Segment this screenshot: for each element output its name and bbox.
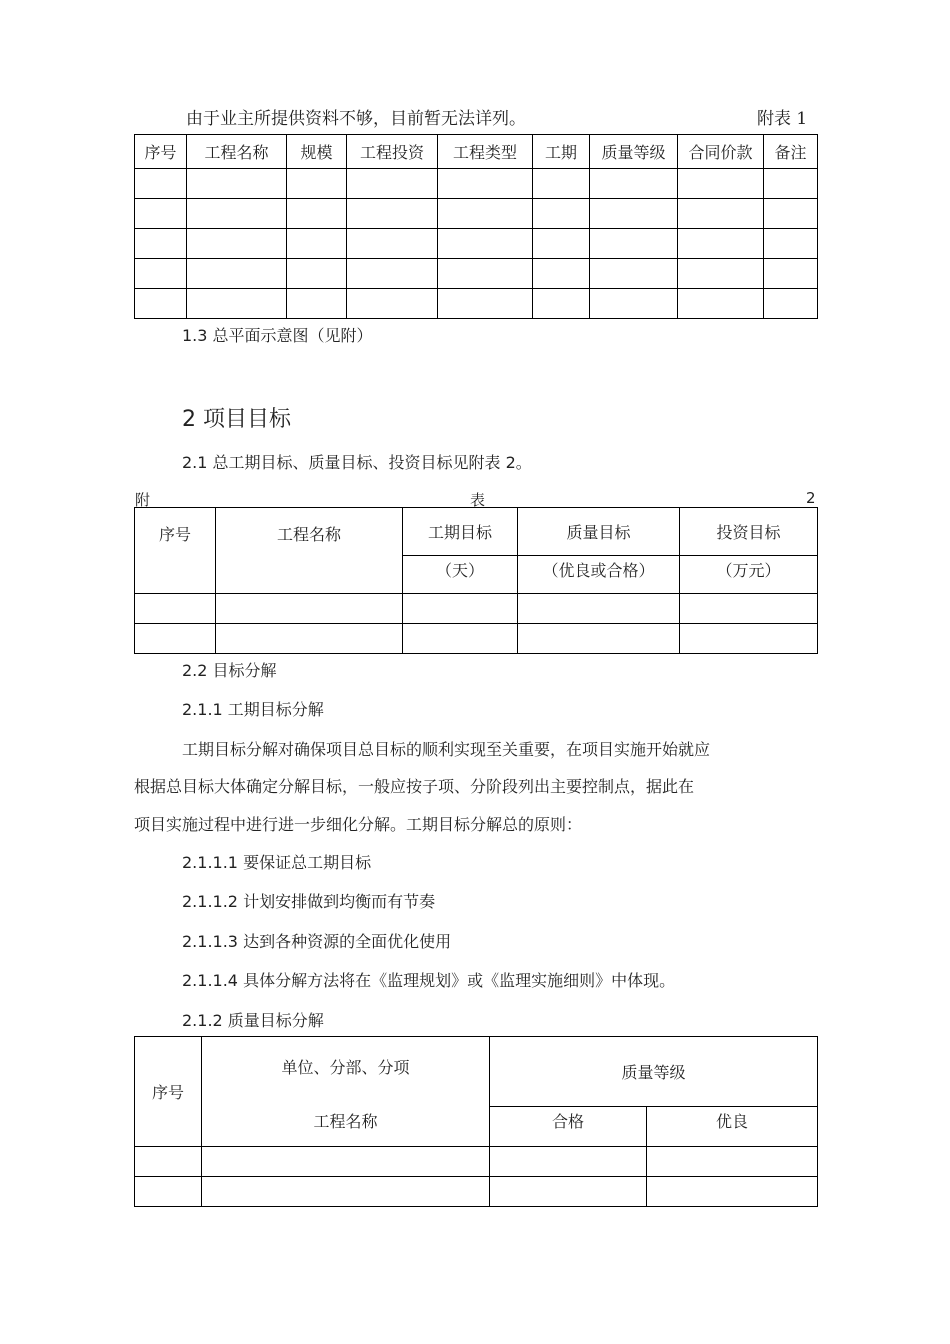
header-cell: 序号 bbox=[135, 135, 187, 169]
appendix-2-num: 2 bbox=[806, 489, 816, 507]
paragraph-line-3: 项目实施过程中进行进一步细化分解。工期目标分解总的原则： bbox=[134, 815, 583, 834]
pass-header: 合格 bbox=[490, 1107, 647, 1147]
header-cell: 工程投资 bbox=[347, 135, 438, 169]
table-row bbox=[135, 169, 818, 199]
section-2-heading: 2 项目目标 bbox=[182, 407, 291, 432]
section-1-3: 1.3 总平面示意图（见附） bbox=[182, 326, 373, 345]
quality-level-header: 质量等级 bbox=[490, 1037, 818, 1107]
unit-name-line-2: 工程名称 bbox=[313, 1112, 378, 1131]
seq-header: 序号 bbox=[135, 508, 216, 594]
table-row bbox=[135, 1177, 818, 1207]
section-2-1-2: 2.1.2 质量目标分解 bbox=[182, 1011, 324, 1030]
table-row bbox=[135, 289, 818, 319]
project-list-table bbox=[134, 134, 818, 319]
period-unit: （天） bbox=[403, 556, 518, 594]
section-2-1-1: 2.1.1 工期目标分解 bbox=[182, 700, 324, 719]
paragraph-line-1: 工期目标分解对确保项目总目标的顺利实现至关重要，在项目实施开始就应 bbox=[182, 740, 711, 759]
table-row bbox=[135, 229, 818, 259]
excellent-header: 优良 bbox=[647, 1107, 818, 1147]
table-row bbox=[135, 199, 818, 229]
appendix-label-1: 附表 1 bbox=[757, 109, 808, 129]
quality-breakdown-table bbox=[134, 1036, 818, 1207]
appendix-2-biao: 表 bbox=[470, 491, 486, 509]
paragraph-line-2: 根据总目标大体确定分解目标，一般应按子项、分阶段列出主要控制点，据此在 bbox=[134, 777, 695, 796]
table-header-row bbox=[135, 135, 818, 169]
list-item: 2.1.1.4 具体分解方法将在《监理规划》或《监理实施细则》中体现。 bbox=[182, 971, 676, 990]
intro-text: 由于业主所提供资料不够，目前暂无法详列。 bbox=[186, 109, 526, 129]
table-row bbox=[135, 624, 818, 654]
table-row bbox=[135, 259, 818, 289]
investment-unit: （万元） bbox=[680, 556, 818, 594]
quality-header: 质量目标 bbox=[518, 508, 680, 556]
header-cell: 工程名称 bbox=[187, 135, 287, 169]
table-row bbox=[135, 1147, 818, 1177]
name-header: 工程名称 bbox=[216, 508, 403, 594]
target-table bbox=[134, 507, 818, 654]
section-2-1: 2.1 总工期目标、质量目标、投资目标见附表 2。 bbox=[182, 453, 532, 472]
header-cell: 合同价款 bbox=[678, 135, 764, 169]
unit-name-header bbox=[202, 1037, 490, 1147]
header-cell: 工程类型 bbox=[438, 135, 533, 169]
section-2-2: 2.2 目标分解 bbox=[182, 661, 277, 680]
header-cell: 规模 bbox=[287, 135, 347, 169]
seq-header: 序号 bbox=[135, 1037, 202, 1147]
unit-name-line-1: 单位、分部、分项 bbox=[281, 1058, 410, 1077]
list-item: 2.1.1.3 达到各种资源的全面优化使用 bbox=[182, 932, 452, 951]
period-header: 工期目标 bbox=[403, 508, 518, 556]
quality-unit: （优良或合格） bbox=[518, 556, 680, 594]
investment-header: 投资目标 bbox=[680, 508, 818, 556]
table-row bbox=[135, 594, 818, 624]
list-item: 2.1.1.2 计划安排做到均衡而有节奏 bbox=[182, 892, 436, 911]
header-cell: 工期 bbox=[533, 135, 590, 169]
appendix-2-fu: 附 bbox=[135, 491, 151, 509]
header-cell: 质量等级 bbox=[590, 135, 678, 169]
list-item: 2.1.1.1 要保证总工期目标 bbox=[182, 853, 372, 872]
header-cell: 备注 bbox=[764, 135, 818, 169]
